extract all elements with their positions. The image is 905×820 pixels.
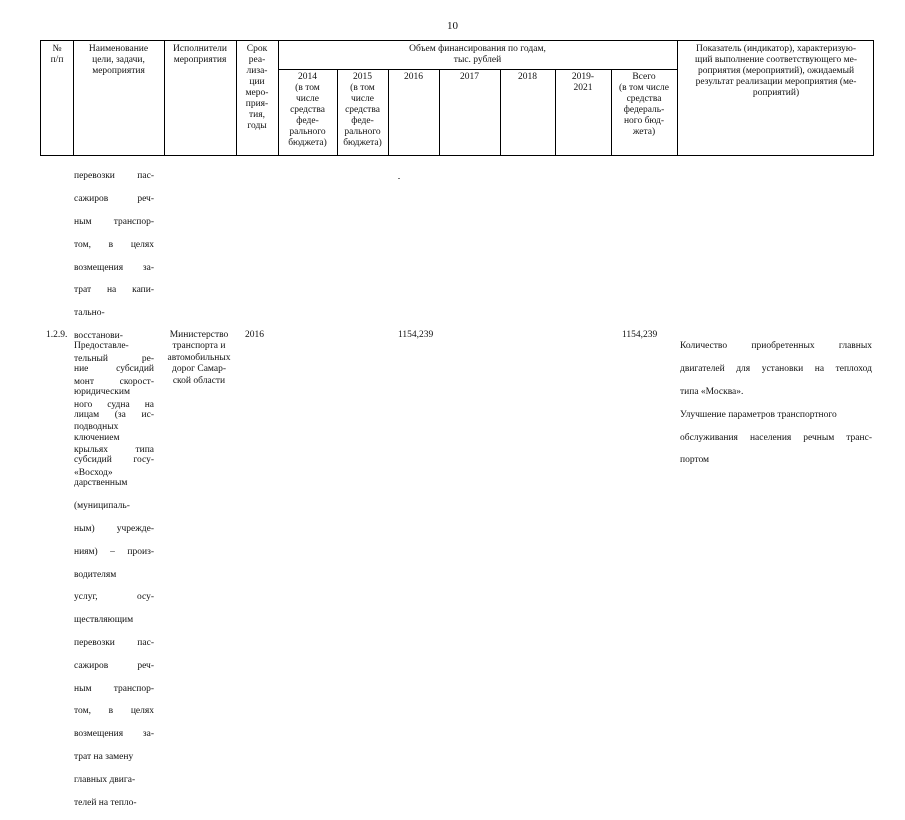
- row-indicator: Количество приобретенных главных двигателей для установки на теплоход типа «Москва». Улучшение параметров транспортного обслуживания населения речным транс- портом: [680, 341, 872, 466]
- header-2019-2021: 2019- 2021: [571, 72, 595, 93]
- header-2016: 2016: [404, 72, 423, 82]
- header-financing: Объем финансирования по годам, тыс. рублей: [409, 44, 546, 65]
- row-term: 2016: [245, 330, 264, 340]
- header-2018: 2018: [518, 72, 537, 82]
- row-name: Предоставле- ние субсидий юридическим лицам (за ис- ключением субсидий госу- дарственным (муниципаль- ным) учрежде- ниям) – произ- водителям услуг, осу- ществляющим перевозки пас- сажиров реч- ным транспор- том, в целях возмещения за- трат на замену главных двига- телей на тепло-: [74, 341, 154, 808]
- header-2017: 2017: [460, 72, 479, 82]
- header-total: Всего (в том числе средства федераль- ного бюд- жета): [618, 72, 670, 137]
- header-2014: 2014 (в том числе средства феде- рального бюджета): [288, 72, 327, 148]
- row-number: 1.2.9.: [46, 330, 68, 340]
- row-value-2016: 1154,239: [398, 330, 434, 340]
- header-executors: Исполнители мероприятия: [173, 44, 227, 65]
- header-term: Срок реа- лиза- ции меро- прия- тия, годы: [245, 44, 269, 131]
- scan-mark: [398, 178, 400, 179]
- row-value-total: 1154,239: [622, 330, 658, 340]
- header-name: Наименование цели, задачи, мероприятия: [88, 44, 149, 76]
- continuation-name: перевозки пас- сажиров реч- ным транспор- том, в целях возмещения за- трат на капи- тально- восстанови- тельный ре- монт скорост- ного судна на подводных крыльях типа «Восход»: [74, 171, 154, 478]
- row-executor: Министерство транспорта и автомобильных дорог Самар- ской области: [167, 330, 231, 386]
- header-indicator: Показатель (индикатор), характеризую- щий выполнение соответствующего ме- роприятия (мероприятий), ожидаемый результат реализации мероприятия (ме- роприятий): [695, 44, 857, 98]
- page-number: 10: [447, 20, 458, 32]
- table-header: [40, 40, 874, 156]
- header-num: № п/п: [50, 44, 64, 65]
- header-2015: 2015 (в том числе средства феде- рального бюджета): [343, 72, 382, 148]
